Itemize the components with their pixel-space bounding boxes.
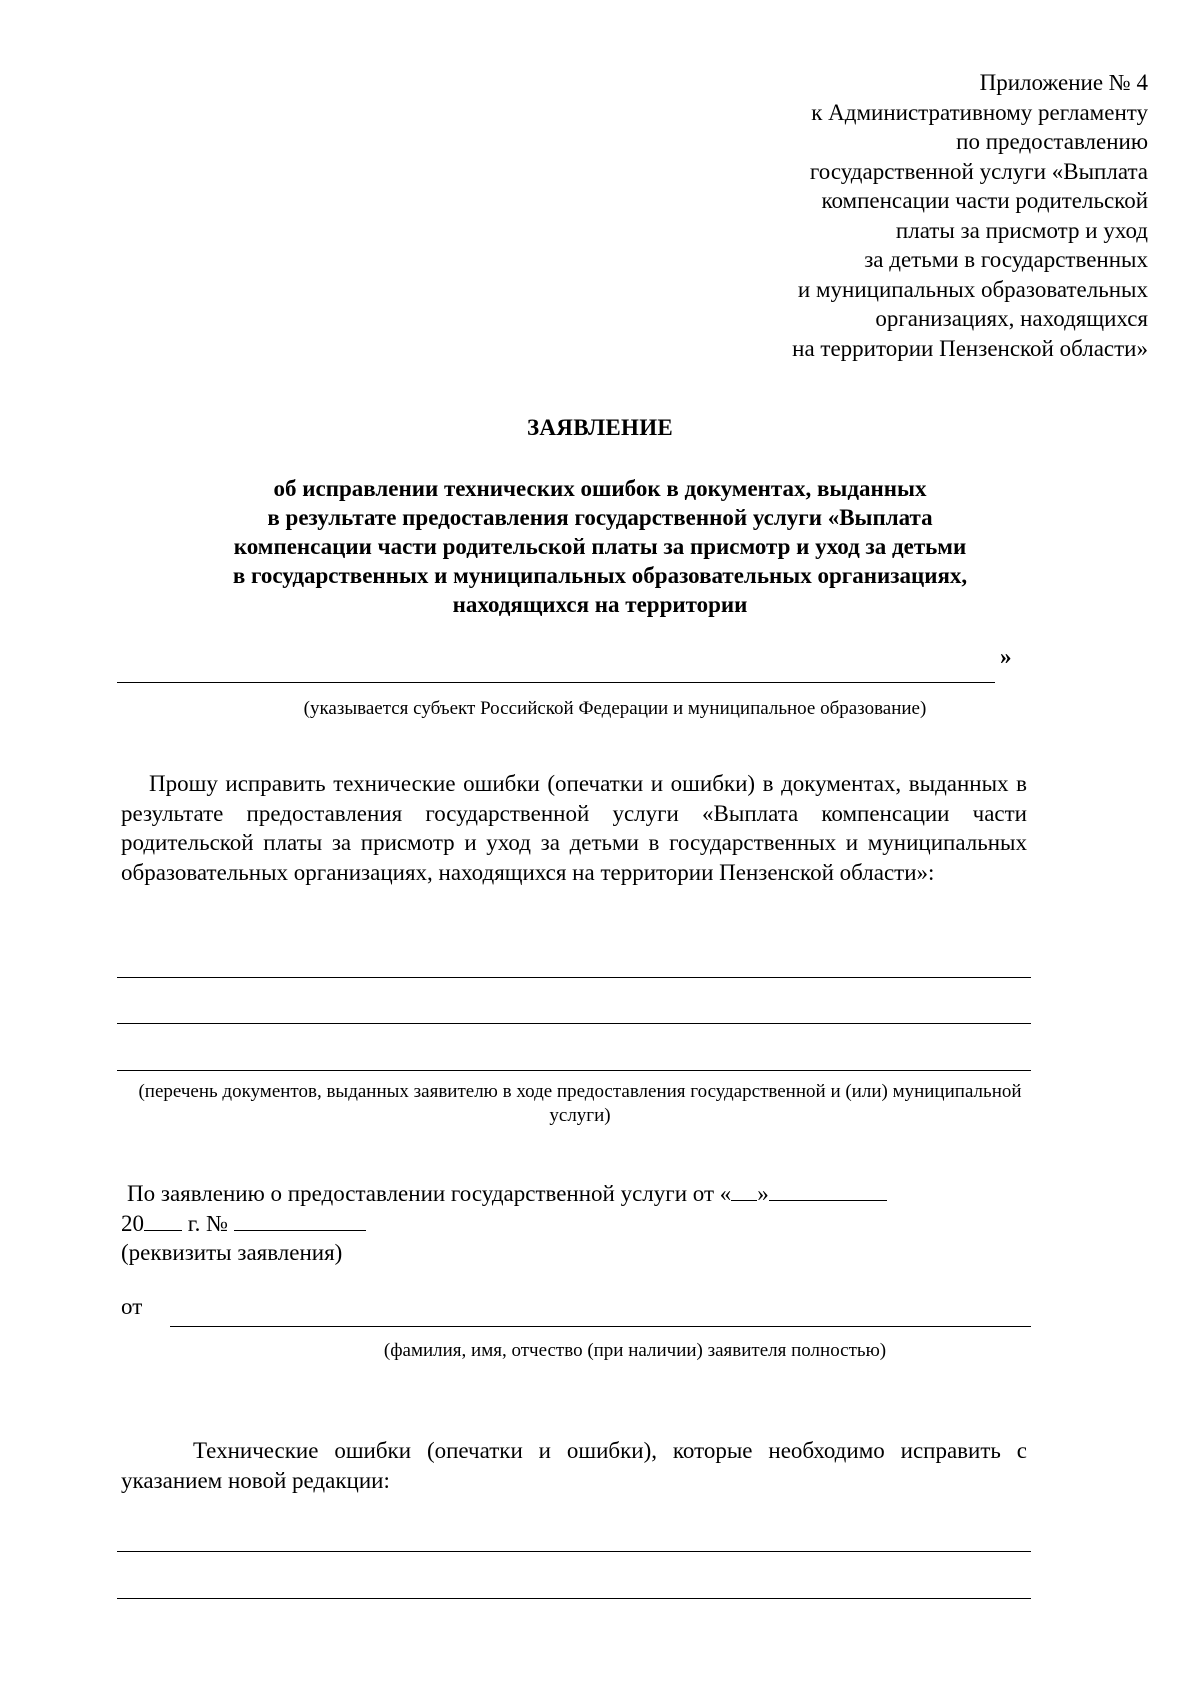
subtitle-line: компенсации части родительской платы за присмотр и уход за детьми [233, 534, 967, 559]
closing-quote: » [1000, 644, 1012, 669]
application-reference-line-1 [127, 1178, 1027, 1208]
region-fill-line[interactable] [117, 682, 995, 683]
documents-fill-line-2[interactable] [117, 1023, 1031, 1024]
documents-fill-line-3[interactable] [117, 1070, 1031, 1071]
region-caption: (указывается субъект Российской Федерации и муниципальное образование) [303, 698, 927, 719]
from-label: от [121, 1294, 143, 1319]
appendix-line: к Административному регламенту [811, 99, 1148, 125]
appendix-line: организациях, находящихся [875, 306, 1148, 331]
applicant-name-fill-line[interactable] [170, 1326, 1031, 1327]
subtitle-line: в результате предоставления государственной услуги «Выплата [267, 505, 933, 530]
errors-fill-line-1[interactable] [117, 1551, 1031, 1552]
errors-paragraph: Технические ошибки (опечатки и ошибки), которые необходимо исправить с указанием новой редакции: [121, 1438, 1027, 1493]
application-quote-close: » [757, 1181, 769, 1206]
application-month-field[interactable] [769, 1178, 887, 1201]
subtitle-line: находящихся на территории [452, 592, 748, 617]
appendix-line: за детьми в государственных [864, 247, 1148, 272]
document-subtitle [0, 474, 1200, 619]
errors-fill-line-2[interactable] [117, 1598, 1031, 1599]
request-paragraph: Прошу исправить технические ошибки (опечатки и ошибки) в документах, выданных в результате предоставления государственной услуги «Выплата компенсации части родительской платы за присмотр и уход за детьми в государственных и муниципальных образовательных организациях, находящихся на территории Пензенской области»: [121, 771, 1027, 885]
applicant-caption: (фамилия, имя, отчество (при наличии) заявителя полностью) [383, 1340, 887, 1361]
documents-fill-line-1[interactable] [117, 977, 1031, 978]
appendix-line: по предоставлению [956, 129, 1148, 154]
application-year-field[interactable] [144, 1208, 182, 1231]
application-reference-text: По заявлению о предоставлении государственной услуги от « [127, 1181, 732, 1206]
application-number-field[interactable] [234, 1208, 366, 1231]
application-reference-line-2 [121, 1208, 366, 1238]
appendix-line: компенсации части родительской [821, 188, 1148, 213]
appendix-line: и муниципальных образовательных [797, 276, 1148, 302]
subtitle-line: в государственных и муниципальных образовательных организациях, [232, 563, 968, 588]
appendix-line: на территории Пензенской области» [792, 335, 1148, 361]
appendix-line: платы за присмотр и уход [895, 217, 1148, 243]
application-year-prefix: 20 [121, 1211, 144, 1236]
appendix-line: государственной услуги «Выплата [809, 158, 1148, 184]
subtitle-line: об исправлении технических ошибок в документах, выданных [273, 476, 927, 501]
documents-caption: (перечень документов, выданных заявителю в ходе предоставления государственной и (или) муниципальной услуги) [138, 1081, 1022, 1126]
document-title: ЗАЯВЛЕНИЕ [526, 415, 674, 440]
requisites-note: (реквизиты заявления) [121, 1240, 343, 1265]
application-number-label: г. № [182, 1211, 234, 1236]
application-day-field[interactable] [731, 1178, 757, 1201]
appendix-line: Приложение № 4 [979, 70, 1148, 95]
appendix-header [688, 68, 1148, 363]
